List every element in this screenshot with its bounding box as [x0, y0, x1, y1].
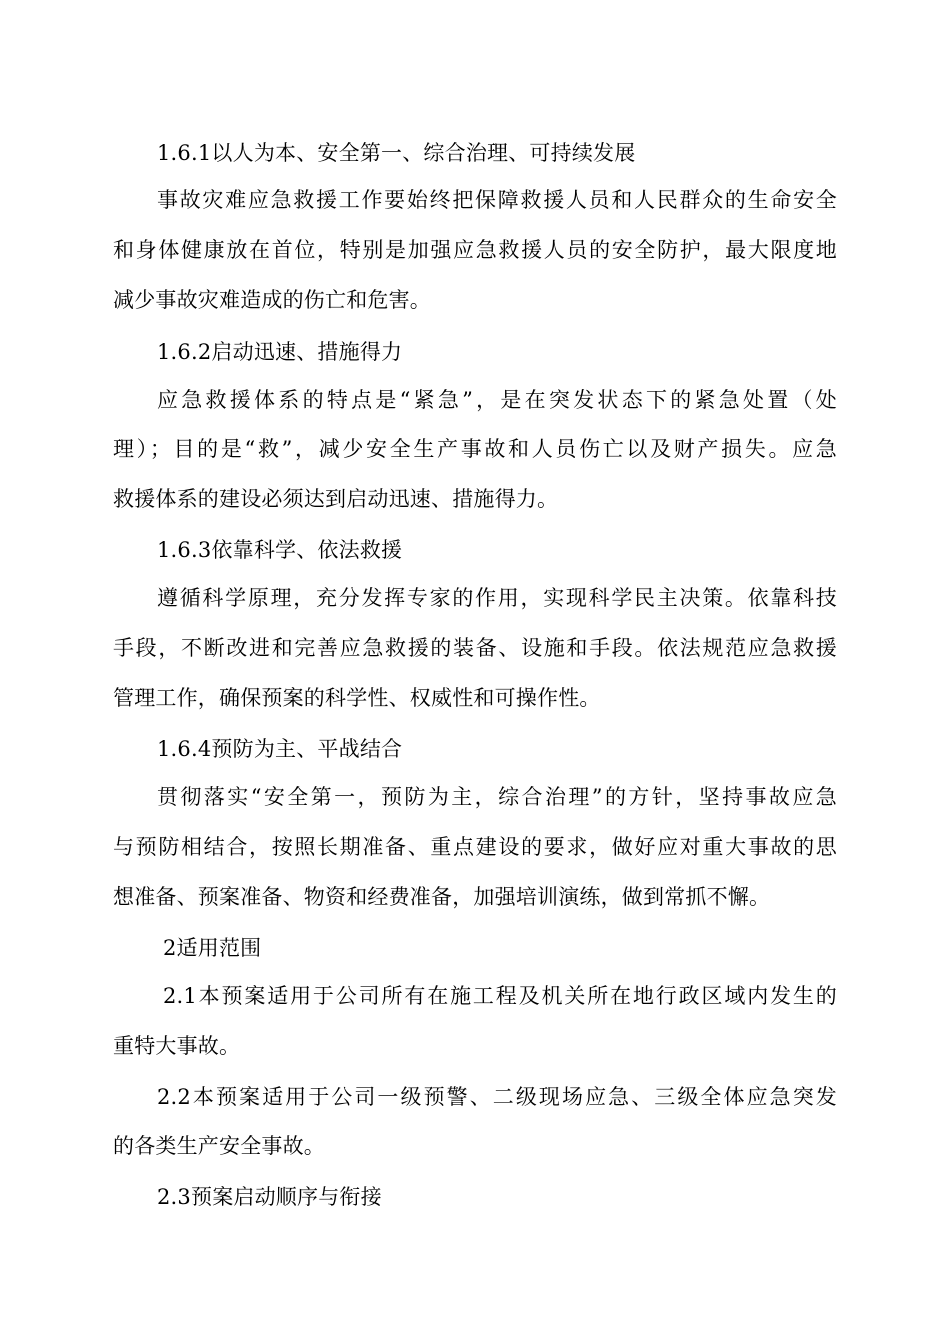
paragraph-line: 事故灾难应急救援工作要始终把保障救援人员和人民群众的生命安全 [157, 188, 837, 212]
paragraph-line: 应急救援体系的特点是“紧急”，是在突发状态下的紧急处置（处 [157, 388, 837, 412]
heading-1-6-3: 1.6.3依靠科学、依法救援 [157, 538, 403, 562]
paragraph-line: 遵循科学原理，充分发挥专家的作用，实现科学民主决策。依靠科技 [157, 586, 837, 610]
paragraph-line: 重特大事故。 [113, 1034, 241, 1058]
paragraph-line: 和身体健康放在首位，特别是加强应急救援人员的安全防护，最大限度地 [113, 238, 837, 262]
heading-1-6-2: 1.6.2启动迅速、措施得力 [157, 340, 403, 364]
paragraph-line: 2.2本预案适用于公司一级预警、二级现场应急、三级全体应急突发 [157, 1085, 837, 1109]
paragraph-line: 与预防相结合，按照长期准备、重点建设的要求，做好应对重大事故的思 [113, 835, 837, 859]
paragraph-line: 管理工作，确保预案的科学性、权威性和可操作性。 [113, 686, 601, 710]
paragraph-line: 手段，不断改进和完善应急救援的装备、设施和手段。依法规范应急救援 [113, 636, 837, 660]
heading-1-6-1: 1.6.1以人为本、安全第一、综合治理、可持续发展 [157, 141, 636, 165]
paragraph-line: 减少事故灾难造成的伤亡和危害。 [113, 288, 431, 312]
paragraph-line: 2.1本预案适用于公司所有在施工程及机关所在地行政区域内发生的 [163, 984, 837, 1008]
heading-2: 2适用范围 [163, 936, 262, 960]
heading-1-6-4: 1.6.4预防为主、平战结合 [157, 737, 403, 761]
paragraph-line: 的各类生产安全事故。 [113, 1134, 325, 1158]
paragraph-line: 贯彻落实“安全第一，预防为主，综合治理”的方针，坚持事故应急 [157, 785, 837, 809]
paragraph-line: 想准备、预案准备、物资和经费准备，加强培训演练，做到常抓不懈。 [113, 885, 771, 909]
heading-2-3: 2.3预案启动顺序与衔接 [157, 1185, 382, 1209]
paragraph-line: 理）；目的是“救”，减少安全生产事故和人员伤亡以及财产损失。应急 [113, 437, 837, 461]
paragraph-line: 救援体系的建设必须达到启动迅速、措施得力。 [113, 487, 559, 511]
